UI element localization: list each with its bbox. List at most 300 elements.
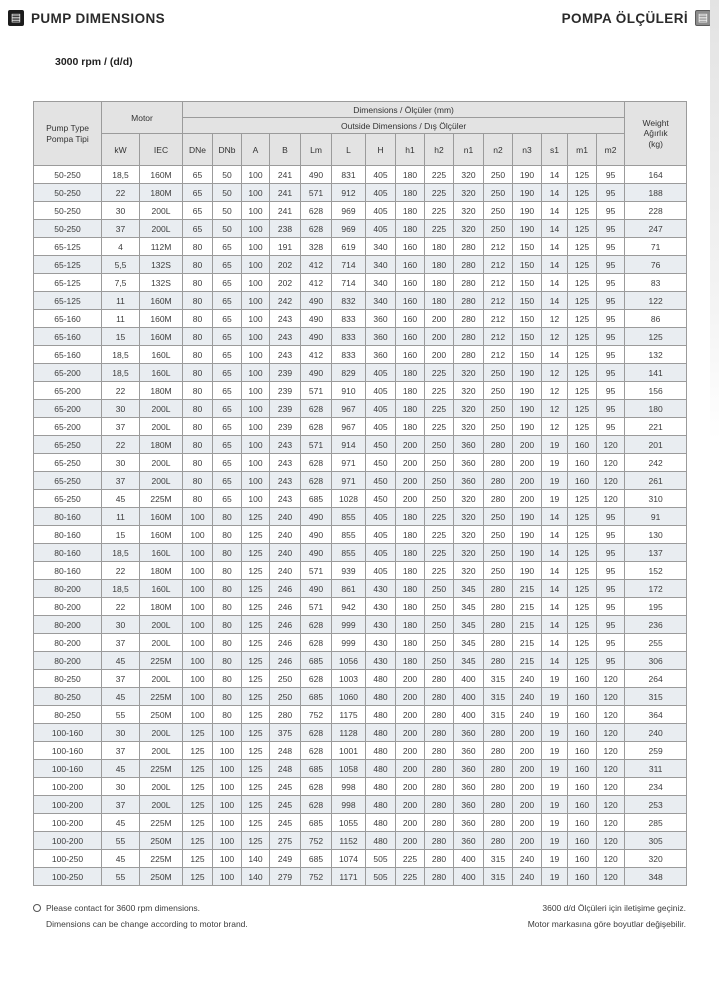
dimension-cell: 100 xyxy=(242,220,270,238)
footnotes xyxy=(33,900,686,932)
dimension-cell: 628 xyxy=(301,796,332,814)
dimension-cell: 315 xyxy=(484,706,513,724)
dimension-cell: 160 xyxy=(396,328,425,346)
dimension-cell: 150 xyxy=(513,328,542,346)
dimension-cell: 1058 xyxy=(332,760,366,778)
column-header-b: B xyxy=(270,134,301,166)
dimension-cell: 125 xyxy=(568,220,597,238)
weight-cell: 141 xyxy=(625,364,687,382)
column-header-m1: m1 xyxy=(568,134,597,166)
dimension-cell: 246 xyxy=(270,616,301,634)
dimension-cell: 120 xyxy=(597,868,625,886)
weight-cell: 253 xyxy=(625,796,687,814)
weight-cell: 122 xyxy=(625,292,687,310)
dimension-cell: 80 xyxy=(183,382,213,400)
dimension-cell: 200 xyxy=(396,670,425,688)
dimension-cell: 249 xyxy=(270,850,301,868)
dimension-cell: 225 xyxy=(396,850,425,868)
dimension-cell: 971 xyxy=(332,454,366,472)
dimension-cell: 95 xyxy=(597,562,625,580)
weight-cell: 259 xyxy=(625,742,687,760)
footnote-left-text1: Please contact for 3600 rpm dimensions. xyxy=(46,903,201,913)
dimension-cell: 180 xyxy=(396,418,425,436)
dimension-cell: 100 xyxy=(242,346,270,364)
dimension-cell: 628 xyxy=(301,616,332,634)
dimension-cell: 1152 xyxy=(332,832,366,850)
dimension-cell: 125 xyxy=(568,382,597,400)
table-row xyxy=(34,616,687,634)
column-header-motor: Motor xyxy=(102,102,183,134)
motor-iec-cell: 160M xyxy=(140,166,183,184)
motor-kw-cell: 45 xyxy=(102,652,140,670)
dimension-cell: 714 xyxy=(332,256,366,274)
pump-type-cell: 100-160 xyxy=(34,724,102,742)
dimension-cell: 243 xyxy=(270,328,301,346)
dimension-cell: 280 xyxy=(484,454,513,472)
dimension-cell: 100 xyxy=(213,832,242,850)
weight-cell: 285 xyxy=(625,814,687,832)
pump-type-cell: 50-250 xyxy=(34,166,102,184)
weight-cell: 264 xyxy=(625,670,687,688)
pump-type-cell: 100-160 xyxy=(34,742,102,760)
weight-cell: 242 xyxy=(625,454,687,472)
dimension-cell: 280 xyxy=(484,742,513,760)
dimension-cell: 14 xyxy=(542,526,568,544)
dimension-cell: 320 xyxy=(454,562,484,580)
dimension-cell: 100 xyxy=(242,166,270,184)
dimension-cell: 150 xyxy=(513,238,542,256)
dimension-cell: 405 xyxy=(366,220,396,238)
dimension-cell: 65 xyxy=(213,328,242,346)
dimension-cell: 405 xyxy=(366,562,396,580)
dimension-cell: 246 xyxy=(270,634,301,652)
dimension-cell: 315 xyxy=(484,688,513,706)
dimension-cell: 160 xyxy=(568,742,597,760)
dimension-cell: 225 xyxy=(425,382,454,400)
dimension-cell: 65 xyxy=(213,274,242,292)
dimension-cell: 190 xyxy=(513,508,542,526)
dimension-cell: 125 xyxy=(183,724,213,742)
dimension-cell: 160 xyxy=(568,706,597,724)
dimension-cell: 320 xyxy=(454,508,484,526)
dimension-cell: 125 xyxy=(183,742,213,760)
dimension-cell: 831 xyxy=(332,166,366,184)
dimension-cell: 180 xyxy=(396,364,425,382)
table-row xyxy=(34,382,687,400)
table-head xyxy=(34,102,687,166)
dimension-cell: 505 xyxy=(366,850,396,868)
dimension-cell: 14 xyxy=(542,508,568,526)
dimension-cell: 280 xyxy=(425,796,454,814)
dimension-cell: 200 xyxy=(513,454,542,472)
dimension-cell: 280 xyxy=(425,760,454,778)
pump-type-cell: 65-125 xyxy=(34,274,102,292)
table-row xyxy=(34,256,687,274)
dimension-cell: 912 xyxy=(332,184,366,202)
dimension-cell: 140 xyxy=(242,850,270,868)
dimension-cell: 250 xyxy=(484,508,513,526)
dimension-cell: 248 xyxy=(270,742,301,760)
dimension-cell: 628 xyxy=(301,418,332,436)
dimension-cell: 242 xyxy=(270,292,301,310)
pump-type-cell: 80-200 xyxy=(34,580,102,598)
dimension-cell: 190 xyxy=(513,418,542,436)
dimension-cell: 430 xyxy=(366,652,396,670)
weight-cell: 315 xyxy=(625,688,687,706)
dimension-cell: 212 xyxy=(484,310,513,328)
column-header-dnb: DNb xyxy=(213,134,242,166)
motor-kw-cell: 45 xyxy=(102,688,140,706)
dimension-cell: 80 xyxy=(213,616,242,634)
dimension-cell: 160 xyxy=(568,688,597,706)
dimension-cell: 160 xyxy=(568,868,597,886)
dimension-cell: 969 xyxy=(332,202,366,220)
dimension-cell: 125 xyxy=(242,598,270,616)
column-header-a: A xyxy=(242,134,270,166)
dimension-cell: 125 xyxy=(183,850,213,868)
dimension-cell: 180 xyxy=(396,634,425,652)
dimension-cell: 95 xyxy=(597,580,625,598)
weight-cell: 320 xyxy=(625,850,687,868)
motor-kw-cell: 45 xyxy=(102,850,140,868)
dimension-cell: 225 xyxy=(425,544,454,562)
dimension-cell: 100 xyxy=(213,796,242,814)
motor-kw-cell: 45 xyxy=(102,760,140,778)
dimension-cell: 280 xyxy=(484,598,513,616)
dimension-cell: 14 xyxy=(542,616,568,634)
table-row xyxy=(34,760,687,778)
dimension-cell: 250 xyxy=(425,616,454,634)
outside-dimensions-header: Outside Dimensions / Dış Ölçüler xyxy=(183,118,625,134)
table-row xyxy=(34,778,687,796)
dimension-cell: 19 xyxy=(542,814,568,832)
dimension-cell: 100 xyxy=(242,256,270,274)
dimension-cell: 19 xyxy=(542,454,568,472)
dimension-cell: 19 xyxy=(542,472,568,490)
dimension-cell: 14 xyxy=(542,256,568,274)
dimension-cell: 320 xyxy=(454,400,484,418)
dimension-cell: 619 xyxy=(332,238,366,256)
dimension-cell: 1060 xyxy=(332,688,366,706)
dimension-cell: 280 xyxy=(484,832,513,850)
motor-iec-cell: 160L xyxy=(140,544,183,562)
dimension-cell: 200 xyxy=(425,346,454,364)
dimension-cell: 405 xyxy=(366,382,396,400)
dimension-cell: 752 xyxy=(301,868,332,886)
dimension-cell: 12 xyxy=(542,310,568,328)
dimension-cell: 12 xyxy=(542,328,568,346)
dimension-cell: 405 xyxy=(366,526,396,544)
dimension-cell: 1175 xyxy=(332,706,366,724)
dimension-cell: 280 xyxy=(425,778,454,796)
dimension-cell: 160 xyxy=(568,436,597,454)
dimension-cell: 212 xyxy=(484,292,513,310)
weight-cell: 180 xyxy=(625,400,687,418)
dimension-cell: 14 xyxy=(542,274,568,292)
dimension-cell: 430 xyxy=(366,580,396,598)
motor-iec-cell: 180M xyxy=(140,562,183,580)
dimension-cell: 100 xyxy=(183,688,213,706)
dimension-cell: 125 xyxy=(242,508,270,526)
dimension-cell: 125 xyxy=(568,310,597,328)
motor-iec-cell: 180M xyxy=(140,598,183,616)
weight-cell: 240 xyxy=(625,724,687,742)
dimension-cell: 480 xyxy=(366,796,396,814)
table-row xyxy=(34,598,687,616)
dimension-cell: 225 xyxy=(425,562,454,580)
dimension-cell: 480 xyxy=(366,760,396,778)
dimension-cell: 125 xyxy=(242,652,270,670)
footnote-left-line1 xyxy=(33,900,248,916)
column-header-n2: n2 xyxy=(484,134,513,166)
dimension-cell: 65 xyxy=(213,310,242,328)
dimension-cell: 120 xyxy=(597,850,625,868)
dimension-cell: 80 xyxy=(183,490,213,508)
dimension-cell: 80 xyxy=(183,238,213,256)
table-row xyxy=(34,706,687,724)
dimension-cell: 180 xyxy=(396,562,425,580)
motor-kw-cell: 55 xyxy=(102,706,140,724)
table-row xyxy=(34,670,687,688)
dimension-cell: 340 xyxy=(366,274,396,292)
dimension-cell: 275 xyxy=(270,832,301,850)
dimension-cell: 215 xyxy=(513,634,542,652)
dimension-cell: 243 xyxy=(270,436,301,454)
dimension-cell: 200 xyxy=(513,778,542,796)
dimension-cell: 14 xyxy=(542,184,568,202)
dimension-cell: 245 xyxy=(270,778,301,796)
dimension-cell: 125 xyxy=(568,598,597,616)
weight-cell: 201 xyxy=(625,436,687,454)
footnote-left xyxy=(33,900,248,932)
table-row xyxy=(34,850,687,868)
weight-cell: 311 xyxy=(625,760,687,778)
dimension-cell: 200 xyxy=(396,778,425,796)
motor-kw-cell: 22 xyxy=(102,382,140,400)
dimension-cell: 910 xyxy=(332,382,366,400)
motor-kw-cell: 22 xyxy=(102,598,140,616)
pump-type-cell: 65-125 xyxy=(34,256,102,274)
dimension-cell: 200 xyxy=(396,472,425,490)
motor-kw-cell: 30 xyxy=(102,454,140,472)
dimension-cell: 19 xyxy=(542,850,568,868)
dimension-cell: 1074 xyxy=(332,850,366,868)
weight-cell: 76 xyxy=(625,256,687,274)
table-row xyxy=(34,292,687,310)
column-header-m2: m2 xyxy=(597,134,625,166)
motor-iec-cell: 200L xyxy=(140,202,183,220)
dimension-cell: 14 xyxy=(542,598,568,616)
column-header-s1: s1 xyxy=(542,134,568,166)
weight-cell: 86 xyxy=(625,310,687,328)
page-header xyxy=(0,0,719,26)
dimension-cell: 14 xyxy=(542,292,568,310)
motor-kw-cell: 11 xyxy=(102,508,140,526)
dimension-cell: 200 xyxy=(396,796,425,814)
dimension-cell: 400 xyxy=(454,706,484,724)
motor-kw-cell: 4 xyxy=(102,238,140,256)
dimension-cell: 320 xyxy=(454,544,484,562)
weight-cell: 188 xyxy=(625,184,687,202)
dimension-cell: 190 xyxy=(513,400,542,418)
motor-iec-cell: 160M xyxy=(140,328,183,346)
dimension-cell: 190 xyxy=(513,166,542,184)
motor-kw-cell: 37 xyxy=(102,670,140,688)
motor-iec-cell: 132S xyxy=(140,256,183,274)
weight-cell: 137 xyxy=(625,544,687,562)
dimension-cell: 125 xyxy=(568,202,597,220)
dimension-cell: 125 xyxy=(568,526,597,544)
pump-type-cell: 80-200 xyxy=(34,598,102,616)
table-row xyxy=(34,184,687,202)
dimension-cell: 240 xyxy=(270,508,301,526)
dimension-cell: 160 xyxy=(568,814,597,832)
motor-iec-cell: 160M xyxy=(140,526,183,544)
dimension-cell: 125 xyxy=(568,400,597,418)
motor-iec-cell: 180M xyxy=(140,382,183,400)
dimension-cell: 280 xyxy=(484,778,513,796)
motor-kw-cell: 45 xyxy=(102,490,140,508)
motor-kw-cell: 37 xyxy=(102,742,140,760)
dimension-cell: 241 xyxy=(270,166,301,184)
table-row xyxy=(34,832,687,850)
dimension-cell: 490 xyxy=(301,544,332,562)
weight-unit-label: (kg) xyxy=(648,138,663,149)
dimension-cell: 150 xyxy=(513,292,542,310)
dimension-cell: 200 xyxy=(396,688,425,706)
pump-type-cell: 100-160 xyxy=(34,760,102,778)
motor-iec-cell: 200L xyxy=(140,616,183,634)
dimension-cell: 571 xyxy=(301,598,332,616)
dimension-cell: 65 xyxy=(213,400,242,418)
dimension-cell: 95 xyxy=(597,544,625,562)
dimension-cell: 855 xyxy=(332,544,366,562)
dimension-cell: 125 xyxy=(568,616,597,634)
dimension-cell: 246 xyxy=(270,652,301,670)
dimension-cell: 239 xyxy=(270,382,301,400)
pump-type-cell: 80-250 xyxy=(34,688,102,706)
dimension-cell: 150 xyxy=(513,274,542,292)
dimension-cell: 280 xyxy=(454,238,484,256)
dimension-cell: 125 xyxy=(242,670,270,688)
column-header-dne: DNe xyxy=(183,134,213,166)
dimension-cell: 225 xyxy=(425,364,454,382)
dimension-cell: 95 xyxy=(597,364,625,382)
dimension-cell: 480 xyxy=(366,724,396,742)
dimension-cell: 120 xyxy=(597,814,625,832)
dimension-cell: 405 xyxy=(366,418,396,436)
dimension-cell: 280 xyxy=(425,706,454,724)
table-row xyxy=(34,346,687,364)
dimension-cell: 628 xyxy=(301,634,332,652)
table-row xyxy=(34,472,687,490)
dimension-cell: 95 xyxy=(597,166,625,184)
dimension-cell: 180 xyxy=(396,526,425,544)
dimension-cell: 19 xyxy=(542,832,568,850)
dimension-cell: 248 xyxy=(270,760,301,778)
dimension-cell: 280 xyxy=(425,832,454,850)
weight-cell: 132 xyxy=(625,346,687,364)
dimension-cell: 250 xyxy=(484,418,513,436)
dimension-cell: 480 xyxy=(366,688,396,706)
dimension-cell: 80 xyxy=(213,652,242,670)
header-left xyxy=(8,10,165,26)
dimension-cell: 125 xyxy=(242,562,270,580)
dimension-cell: 65 xyxy=(213,436,242,454)
dimension-cell: 480 xyxy=(366,742,396,760)
dimension-cell: 243 xyxy=(270,310,301,328)
dimension-cell: 100 xyxy=(213,868,242,886)
dimension-cell: 200 xyxy=(396,742,425,760)
weight-cell: 305 xyxy=(625,832,687,850)
table-row xyxy=(34,742,687,760)
dimension-cell: 280 xyxy=(484,472,513,490)
dimension-cell: 315 xyxy=(484,868,513,886)
column-header-iec: IEC xyxy=(140,134,183,166)
dimension-cell: 95 xyxy=(597,526,625,544)
dimension-cell: 250 xyxy=(425,598,454,616)
dimension-cell: 225 xyxy=(425,526,454,544)
dimension-cell: 225 xyxy=(396,868,425,886)
dimension-cell: 95 xyxy=(597,508,625,526)
dimension-cell: 571 xyxy=(301,184,332,202)
dimension-cell: 628 xyxy=(301,778,332,796)
dimension-cell: 100 xyxy=(242,472,270,490)
weight-cell: 156 xyxy=(625,382,687,400)
dimension-cell: 412 xyxy=(301,256,332,274)
weight-cell: 364 xyxy=(625,706,687,724)
dimension-cell: 180 xyxy=(396,400,425,418)
dimension-cell: 12 xyxy=(542,400,568,418)
motor-iec-cell: 200L xyxy=(140,400,183,418)
dimension-cell: 125 xyxy=(242,580,270,598)
dimension-cell: 120 xyxy=(597,688,625,706)
dimension-cell: 239 xyxy=(270,364,301,382)
dimension-cell: 160 xyxy=(396,238,425,256)
motor-kw-cell: 30 xyxy=(102,724,140,742)
dimension-cell: 180 xyxy=(425,274,454,292)
footnote-left-line2 xyxy=(33,916,248,932)
dimension-cell: 315 xyxy=(484,850,513,868)
dimension-cell: 345 xyxy=(454,616,484,634)
table-row xyxy=(34,580,687,598)
dimension-cell: 100 xyxy=(183,616,213,634)
dimension-cell: 240 xyxy=(513,670,542,688)
dimension-cell: 120 xyxy=(597,670,625,688)
dimension-cell: 225 xyxy=(425,202,454,220)
dimension-cell: 180 xyxy=(425,238,454,256)
dimension-cell: 19 xyxy=(542,760,568,778)
dimension-cell: 280 xyxy=(484,634,513,652)
dimension-cell: 80 xyxy=(213,580,242,598)
weight-cell: 255 xyxy=(625,634,687,652)
dimension-cell: 80 xyxy=(183,328,213,346)
dimension-cell: 225 xyxy=(425,418,454,436)
dimension-cell: 833 xyxy=(332,328,366,346)
dimensions-group-header: Dimensions / Ölçüler (mm) xyxy=(183,102,625,118)
dimension-cell: 50 xyxy=(213,166,242,184)
dimension-cell: 571 xyxy=(301,382,332,400)
dimension-cell: 243 xyxy=(270,454,301,472)
dimension-cell: 628 xyxy=(301,472,332,490)
dimension-cell: 150 xyxy=(513,310,542,328)
motor-iec-cell: 132S xyxy=(140,274,183,292)
dimension-cell: 100 xyxy=(213,724,242,742)
dimension-cell: 120 xyxy=(597,742,625,760)
weight-label-en: Weight xyxy=(642,117,669,128)
table-row xyxy=(34,634,687,652)
dimension-cell: 160 xyxy=(568,670,597,688)
